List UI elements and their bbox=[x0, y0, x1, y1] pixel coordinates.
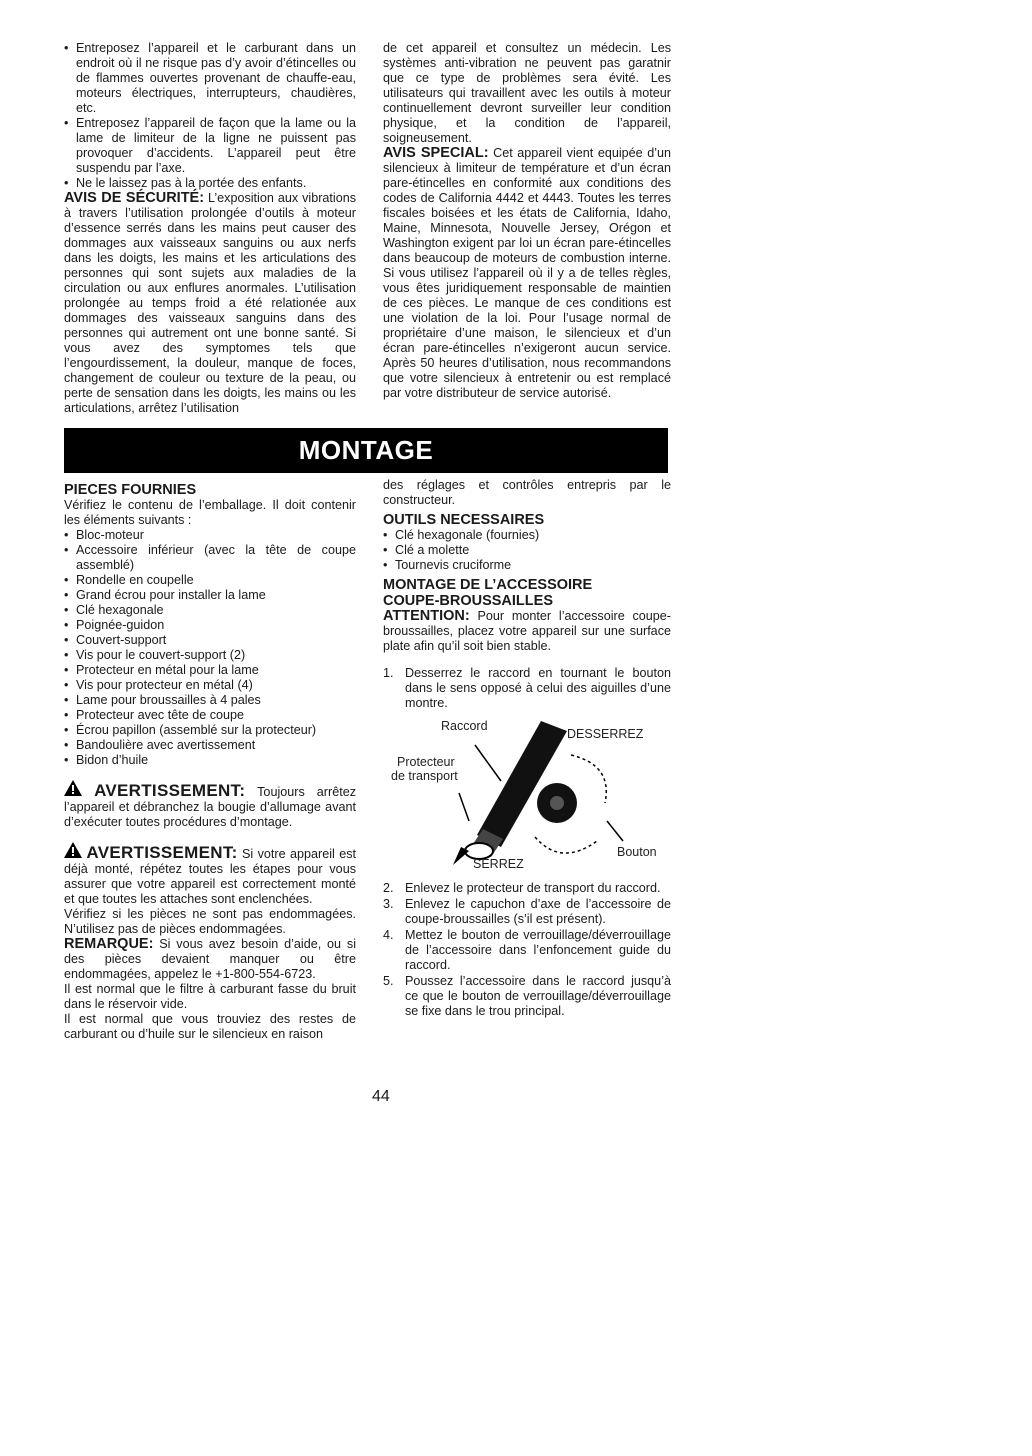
attention-note bbox=[383, 609, 671, 654]
remark bbox=[64, 937, 356, 982]
step-text: Mettez le bouton de verrouillage/déverrouillage de l’accessoire dans l’enfoncement guide du raccord. bbox=[405, 928, 671, 972]
attention-label: ATTENTION: bbox=[383, 608, 470, 624]
step-item bbox=[383, 974, 671, 1019]
warning-triangle-icon bbox=[64, 847, 86, 861]
label-de-transport: de transport bbox=[391, 769, 458, 783]
label-serrez: SERREZ bbox=[473, 857, 524, 871]
parts-intro: Vérifiez le contenu de l’emballage. Il doit contenir les éléments suivants : bbox=[64, 498, 356, 527]
step-list-2 bbox=[383, 881, 671, 1019]
step-item bbox=[383, 928, 671, 973]
assembly-heading-line-2: COUPE-BROUSSAILLES bbox=[383, 593, 553, 609]
fuel-residue-note: Il est normal que vous trouviez des restes de carburant ou d’huile sur le silencieux en raison bbox=[64, 1012, 356, 1041]
tools-list bbox=[383, 528, 671, 573]
list-item: • Accessoire inférieur (avec la tête de coupe assemblé) bbox=[64, 543, 356, 573]
warning-2 bbox=[64, 842, 356, 907]
safety-notice-text: L’exposition aux vibrations à travers l’utilisation prolongée d’outils à moteur d’essence serrés dans les mains peut causer des dommages aux vaisseaux sanguins ou aux nerfs dans les doigts, les mains et les articulations des personnes qui sont sujets aux maladies de la circulation ou aux enflures anormales. L’utilisation prolongée au temps froid a été relationée aux dommages des vaisseaux sanguins dans des personnes qui autrement ont une bonne santé. Si vous avez des symptomes tels que l’engourdissement, la douleur, manque de foces, changement de couleur ou texture de la peau, ou perte de sensation dans les doigts, les mains ou les articulations, arrêtez l’utilisation bbox=[64, 191, 357, 415]
special-notice-label: AVIS SPECIAL: bbox=[383, 145, 489, 161]
coupling-illustration bbox=[391, 717, 677, 877]
list-item: • Clé hexagonale bbox=[64, 603, 356, 618]
list-item: • Protecteur avec tête de coupe bbox=[64, 708, 356, 723]
list-item: • Entreposez l’appareil de façon que la lame ou la lame de limiteur de la ligne ne puissent pas provoquer d’accidents. L’appareil peut être suspendu par l’axe. bbox=[64, 116, 356, 176]
safety-notice-label: AVIS DE SÉCURITÉ: bbox=[64, 190, 205, 206]
storage-bullets bbox=[64, 41, 356, 191]
list-item: • Tournevis cruciforme bbox=[383, 558, 671, 573]
step-text: Desserrez le raccord en tournant le bouton dans le sens opposé à celui des aiguilles d’une montre. bbox=[405, 666, 671, 710]
continued-text: des réglages et contrôles entrepris par le constructeur. bbox=[383, 478, 671, 507]
step-text: Enlevez le protecteur de transport du raccord. bbox=[405, 881, 661, 895]
list-item: • Vis pour protecteur en métal (4) bbox=[64, 678, 356, 693]
step-list-1 bbox=[383, 666, 671, 711]
list-item: • Ne le laissez pas à la portée des enfants. bbox=[64, 176, 356, 191]
list-item: • Rondelle en coupelle bbox=[64, 573, 356, 588]
step-text: Poussez l’accessoire dans le raccord jusqu’à ce que le bouton de verrouillage/déverrouillage se fixe dans le trou principal. bbox=[405, 974, 671, 1018]
step-number: 3. bbox=[383, 897, 394, 911]
parts-list bbox=[64, 528, 356, 768]
step-item bbox=[383, 897, 671, 927]
step-item bbox=[383, 881, 671, 896]
step-item bbox=[383, 666, 671, 711]
list-item: • Vis pour le couvert-support (2) bbox=[64, 648, 356, 663]
section-banner: MONTAGE bbox=[64, 428, 668, 473]
label-protecteur: Protecteur bbox=[397, 755, 455, 769]
list-item: • Clé a molette bbox=[383, 543, 671, 558]
top-left-column bbox=[64, 41, 356, 416]
step-number: 1. bbox=[383, 666, 394, 680]
warning-2-title: AVERTISSEMENT: bbox=[86, 843, 238, 862]
list-item: • Poignée-guidon bbox=[64, 618, 356, 633]
list-item: • Bloc-moteur bbox=[64, 528, 356, 543]
tools-heading: OUTILS NECESSAIRES bbox=[383, 512, 545, 528]
list-item: • Bandoulière avec avertissement bbox=[64, 738, 356, 753]
warning-1-text: Toujours arrêtez l’appareil et débranchez la bougie d’allumage avant d’exécuter toutes procédures d’montage. bbox=[64, 785, 356, 829]
vibration-continued: de cet appareil et consultez un médecin. Les systèmes anti-vibration ne peuvent pas garatnir que ce type de problèmes sera évité. Les utilisateurs qui travaillent avec les outils à moteur continuellement devront surveiller leur condition physique, et la condition de l’appareil, soigneusement. bbox=[383, 41, 671, 145]
warning-2-text: Si votre appareil est déjà monté, répétez toutes les étapes pour vous assurer que votre appareil est correctement monté et que toutes les attaches sont enclenchées. bbox=[64, 847, 356, 906]
attention-text: Pour monter l’accessoire coupe-broussailles, placez votre appareil sur une surface plate afin qu’il soit bien stable. bbox=[383, 609, 671, 653]
list-item: • Grand écrou pour installer la lame bbox=[64, 588, 356, 603]
remark-label: REMARQUE: bbox=[64, 936, 154, 952]
label-raccord: Raccord bbox=[441, 719, 488, 733]
step-number: 5. bbox=[383, 974, 394, 988]
special-notice bbox=[383, 146, 671, 401]
fuel-filter-note: Il est normal que le filtre à carburant fasse du bruit dans le réservoir vide. bbox=[64, 982, 356, 1011]
label-bouton: Bouton bbox=[617, 845, 657, 859]
verify-parts-text: Vérifiez si les pièces ne sont pas endommagées. N’utilisez pas de pièces endommagées. bbox=[64, 907, 356, 936]
assembly-column bbox=[383, 478, 671, 1020]
assembly-heading-line-1: MONTAGE DE L’ACCESSOIRE bbox=[383, 577, 593, 593]
step-text: Enlevez le capuchon d’axe de l’accessoire de coupe-broussailles (s’il est présent). bbox=[405, 897, 671, 926]
warning-1-title: AVERTISSEMENT: bbox=[94, 781, 246, 800]
parts-heading: PIECES FOURNIES bbox=[64, 482, 197, 498]
page-number: 44 bbox=[372, 1088, 390, 1105]
remark-text: Si vous avez besoin d’aide, ou si des pièces devaient manquer ou être endommagées, appelez le +1-800-554-6723. bbox=[64, 937, 356, 981]
list-item: • Protecteur en métal pour la lame bbox=[64, 663, 356, 678]
list-item: • Entreposez l’appareil et le carburant dans un endroit où il ne risque pas d’y avoir d’étincelles ou de flammes ouvertes provenant de chauffe-eau, moteurs électriques, interrupteurs, chaudières, etc. bbox=[64, 41, 356, 116]
top-right-column bbox=[383, 41, 671, 401]
warning-triangle-icon bbox=[64, 785, 94, 799]
special-notice-text: Cet appareil vient equipée d’un silencieux à limiteur de température et d’un écran pare-étincelles en conformité aux conditions des codes de California 4442 et 4443. Toutes les terres fiscales boisées et les états de California, Idaho, Maine, Minnesota, Nouvelle Jersey, Orégon et Washington exigent par loi un écran pare-étincelles dans beaucoup de moteurs de combustion interne. Si vous utilisez l’appareil où il y a de telles règles, vous êtes juridiquement responsable de maintien de ces pièces. Le manque de ces conditions est une violation de la loi. Pour l’usage normal de propriétaire d’une maison, le silencieux et d’un écran pare-étincelles n’exigeront aucun service. Après 50 heures d’utilisation, nous recommandons que votre silencieux à entretenir ou est remplacé par votre distributeur de service autorisé. bbox=[383, 146, 672, 400]
step-number: 4. bbox=[383, 928, 394, 942]
list-item: • Écrou papillon (assemblé sur la protecteur) bbox=[64, 723, 356, 738]
list-item: • Lame pour broussailles à 4 pales bbox=[64, 693, 356, 708]
step-number: 2. bbox=[383, 881, 394, 895]
list-item: • Couvert-support bbox=[64, 633, 356, 648]
parts-column bbox=[64, 478, 356, 1042]
warning-1 bbox=[64, 780, 356, 830]
list-item: • Bidon d’huile bbox=[64, 753, 356, 768]
label-desserrez: DESSERREZ bbox=[567, 727, 644, 741]
list-item: • Clé hexagonale (fournies) bbox=[383, 528, 671, 543]
safety-notice bbox=[64, 191, 356, 416]
